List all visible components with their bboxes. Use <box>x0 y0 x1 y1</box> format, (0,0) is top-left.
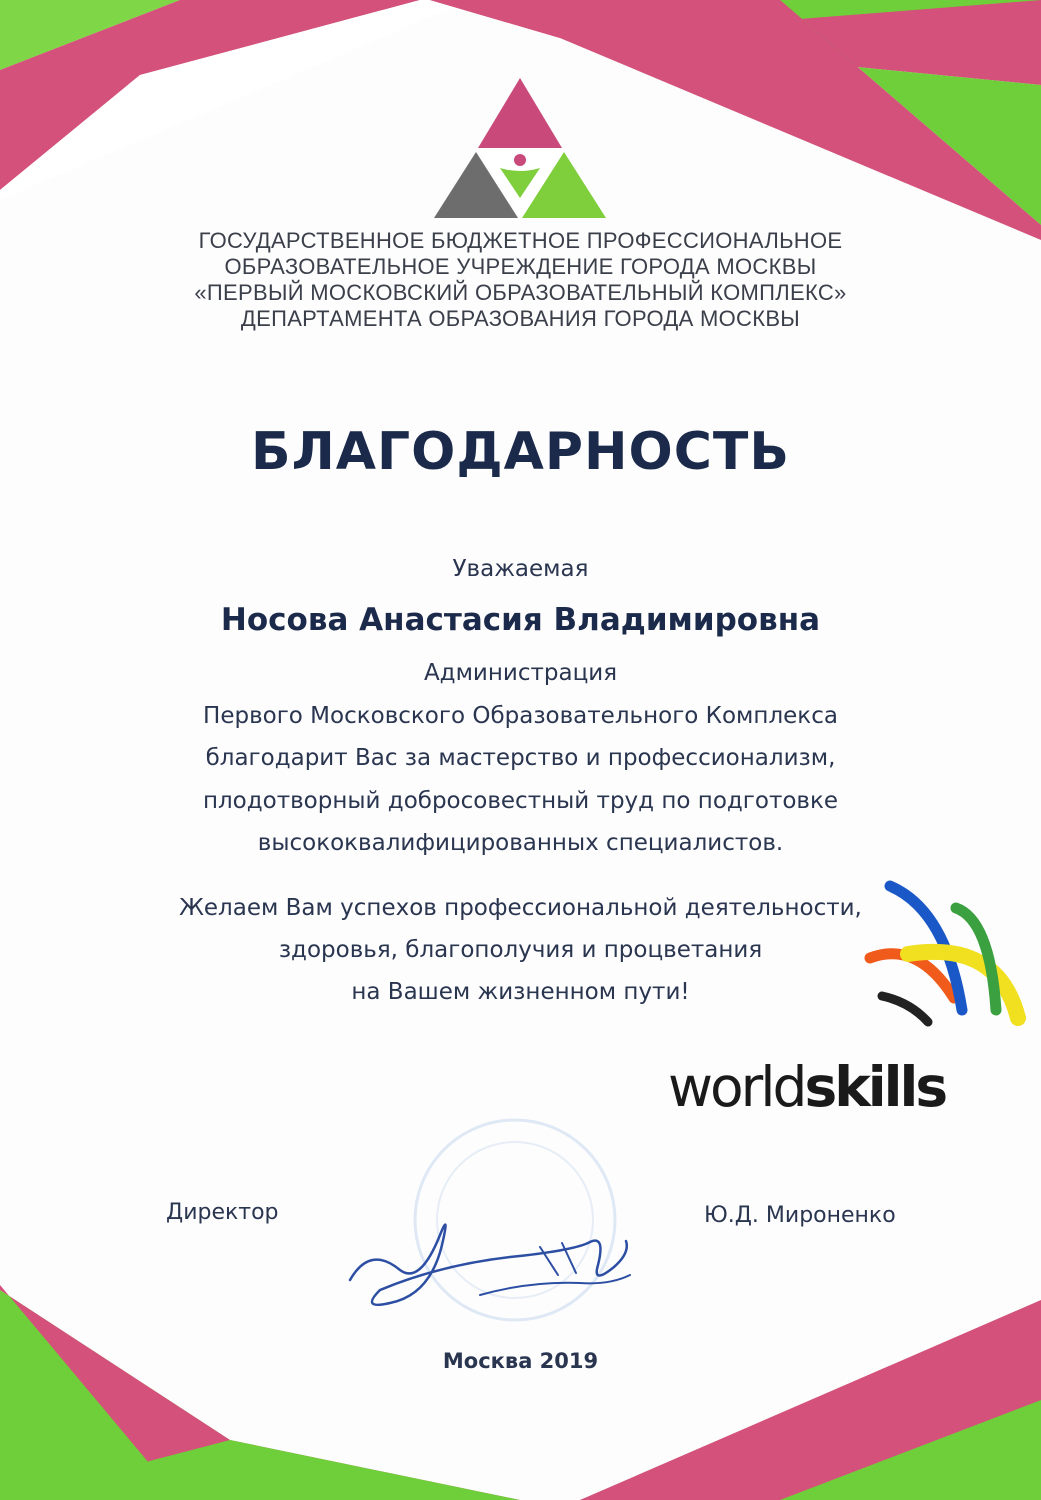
document-title: БЛАГОДАРНОСТЬ <box>250 422 791 482</box>
body-line: плодотворный добросовестный труд по подготовке <box>202 787 839 814</box>
body-line: благодарит Вас за мастерство и профессионализм, <box>205 745 836 771</box>
worldskills-word-world: world <box>668 1055 805 1119</box>
salutation: Уважаемая <box>452 556 589 582</box>
signatory-position: Директор <box>166 1200 279 1225</box>
wish-line: Желаем Вам успехов профессиональной деятельности, <box>179 895 862 921</box>
wishes-text <box>80 887 961 1013</box>
signatory-name: Ю.Д. Мироненко <box>704 1203 896 1228</box>
body-line: Администрация <box>423 660 618 686</box>
city-year: Москва 2019 <box>442 1349 599 1373</box>
worldskills-word-skills: skills <box>804 1055 946 1119</box>
gratitude-text <box>80 652 961 865</box>
org-line: «ПЕРВЫЙ МОСКОВСКИЙ ОБРАЗОВАТЕЛЬНЫЙ КОМПЛЕКС» <box>194 280 847 305</box>
wish-line: на Вашем жизненном пути! <box>351 979 690 1005</box>
handwritten-signature <box>330 1185 660 1325</box>
recipient-name: Носова Анастасия Владимировна <box>220 602 821 638</box>
org-line: ДЕПАРТАМЕНТА ОБРАЗОВАНИЯ ГОРОДА МОСКВЫ <box>240 306 801 331</box>
worldskills-swoosh-icon <box>858 870 1028 1030</box>
worldskills-logo-text <box>668 1052 945 1122</box>
wish-line: здоровья, благополучия и процветания <box>278 937 763 963</box>
body-line: высококвалифицированных специалистов. <box>257 830 784 856</box>
org-line: ГОСУДАРСТВЕННОЕ БЮДЖЕТНОЕ ПРОФЕССИОНАЛЬНОЕ <box>198 228 843 253</box>
institution-logo <box>430 76 610 218</box>
body-line: Первого Московского Образовательного Комплекса <box>203 702 838 729</box>
organization-name <box>60 228 981 332</box>
org-line: ОБРАЗОВАТЕЛЬНОЕ УЧРЕЖДЕНИЕ ГОРОДА МОСКВЫ <box>224 254 817 279</box>
